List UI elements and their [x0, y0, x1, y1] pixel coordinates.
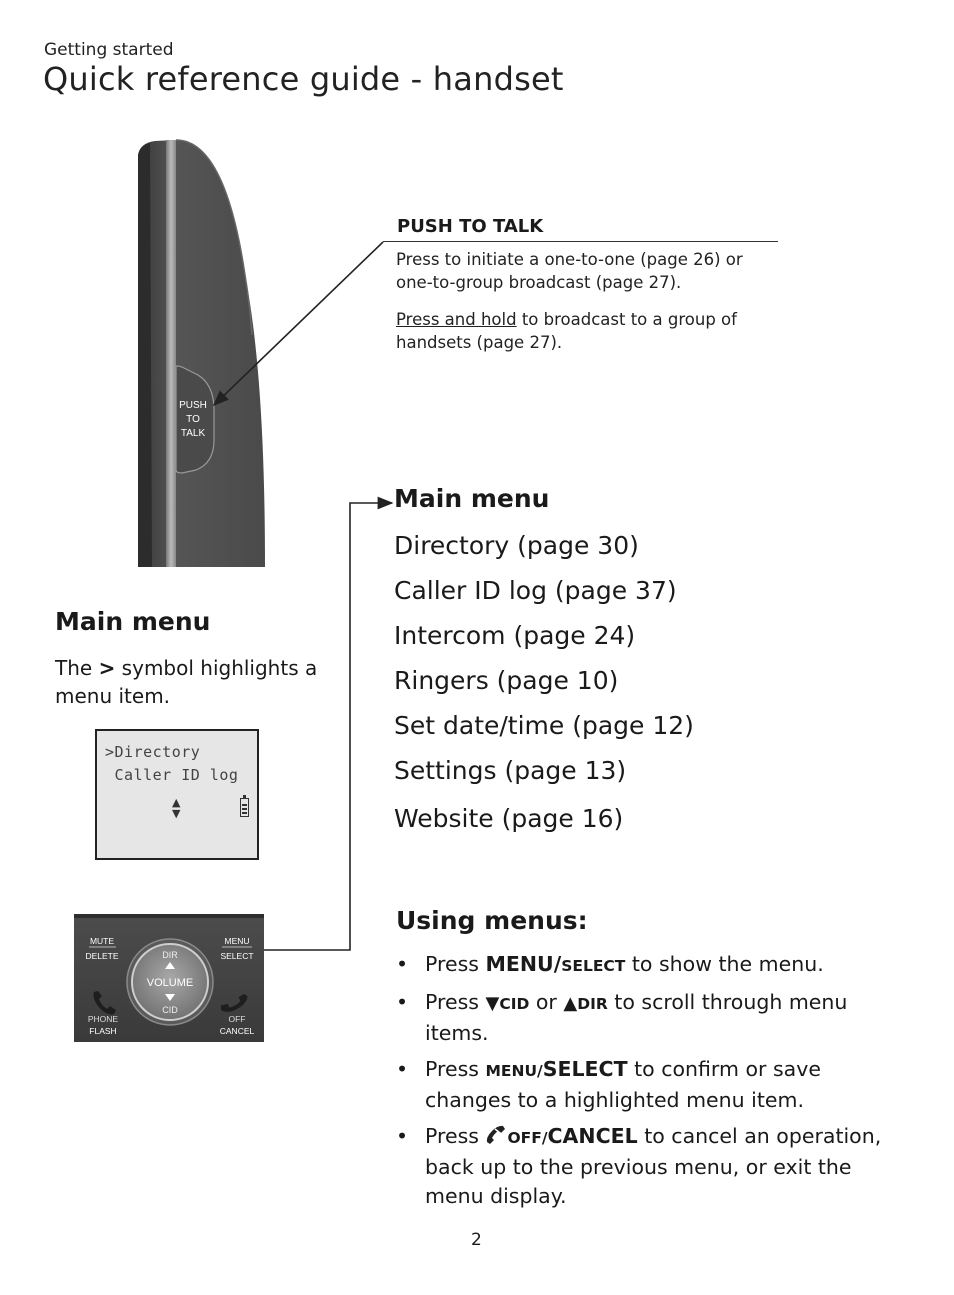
- main-menu-heading: Main menu: [394, 484, 550, 513]
- instruction-confirm: [396, 1055, 886, 1115]
- ptt-hold-description: [396, 308, 776, 354]
- down-triangle-icon: ▼: [485, 993, 500, 1014]
- off-phone-icon: [485, 1125, 507, 1145]
- ptt-heading: PUSH TO TALK: [397, 216, 544, 237]
- b2-pre: Press: [425, 990, 486, 1014]
- ptt-label-2: TO: [186, 414, 200, 425]
- ptt-description: Press to initiate a one-to-one (page 26) or one-to-group broadcast (page 27).: [396, 250, 743, 292]
- dir-label: DIR: [162, 950, 178, 960]
- b1-pre: Press: [425, 952, 486, 976]
- b3-key2: SELECT: [542, 1057, 628, 1081]
- desc-after: symbol highlights a menu item.: [55, 656, 318, 708]
- lcd-line-2: Caller ID log: [105, 766, 239, 784]
- left-main-menu-heading: Main menu: [55, 607, 211, 636]
- lcd-screen: [95, 729, 259, 860]
- b4-post: to cancel an operation, back up to the previous menu, or exit the menu display.: [425, 1124, 882, 1208]
- delete-label: DELETE: [85, 951, 119, 961]
- b1-key1: MENU/: [485, 952, 562, 976]
- b1-key2: SELECT: [561, 957, 626, 975]
- menu-item-intercom: Intercom (page 24): [394, 621, 636, 650]
- b3-pre: Press: [425, 1057, 486, 1081]
- hold-rest-text: to broadcast to a group of handsets (page 27).: [396, 310, 737, 352]
- symbol-description: [55, 654, 335, 710]
- b4-key2: CANCEL: [547, 1124, 638, 1148]
- b4-key1: OFF/: [507, 1129, 548, 1147]
- menu-item-website: Website (page 16): [394, 804, 624, 833]
- highlight-symbol: >: [98, 656, 116, 680]
- up-triangle-icon: ▲: [563, 993, 578, 1014]
- handset-keypad-illustration: [74, 914, 264, 1042]
- using-menus-heading: Using menus:: [396, 906, 588, 935]
- menu-item-settings: Settings (page 13): [394, 756, 627, 785]
- section-label: Getting started: [44, 40, 174, 60]
- instruction-scroll: [396, 988, 886, 1048]
- b2-key2: DIR: [577, 995, 608, 1013]
- cid-label: CID: [162, 1005, 178, 1015]
- volume-label: VOLUME: [146, 977, 194, 989]
- ptt-label-1: PUSH: [179, 400, 207, 411]
- ptt-label-3: TALK: [180, 428, 206, 439]
- menu-label: MENU: [224, 936, 250, 946]
- menu-item-ringers: Ringers (page 10): [394, 666, 619, 695]
- using-menus-list: [396, 950, 886, 1218]
- scroll-arrows-icon: ▲ ▼: [172, 796, 181, 820]
- menu-item-caller-id-log: Caller ID log (page 37): [394, 576, 677, 605]
- flash-label: FLASH: [89, 1026, 117, 1036]
- instruction-show-menu: [396, 950, 886, 981]
- mute-label: MUTE: [89, 936, 115, 946]
- instruction-cancel: [396, 1122, 886, 1211]
- b4-pre: Press: [425, 1124, 486, 1148]
- b3-key1: MENU/: [485, 1062, 543, 1080]
- handset-side-illustration: [130, 135, 275, 567]
- select-label: SELECT: [220, 951, 254, 961]
- off-label: OFF: [228, 1014, 246, 1024]
- b3-post: to confirm or save changes to a highlighted menu item.: [425, 1057, 821, 1112]
- phone-label: PHONE: [87, 1014, 119, 1024]
- battery-icon: [240, 798, 249, 817]
- page-number: 2: [471, 1230, 482, 1250]
- desc-before: The: [55, 656, 99, 680]
- press-and-hold-text: Press and hold: [396, 310, 517, 329]
- menu-item-set-date-time: Set date/time (page 12): [394, 711, 694, 740]
- b2-key1: CID: [499, 995, 530, 1013]
- cancel-label: CANCEL: [219, 1026, 255, 1036]
- b1-post: to show the menu.: [625, 952, 824, 976]
- menu-item-directory: Directory (page 30): [394, 531, 639, 560]
- ptt-divider: [383, 241, 778, 242]
- main-menu-list: [394, 528, 694, 846]
- page-title: Quick reference guide - handset: [43, 60, 564, 98]
- b2-mid: or: [529, 990, 564, 1014]
- lcd-line-1: >Directory: [105, 743, 201, 761]
- b2-post: to scroll through menu items.: [425, 990, 848, 1045]
